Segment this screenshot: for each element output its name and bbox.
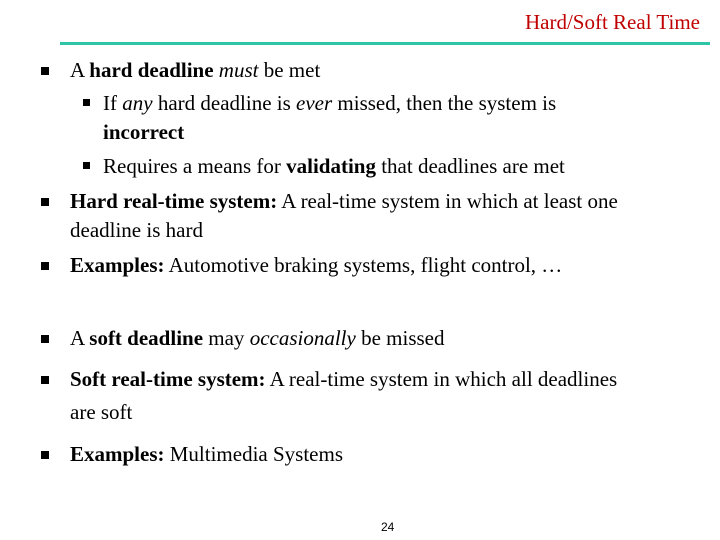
text-post: be met: [258, 58, 321, 82]
bullet-marker: [41, 198, 49, 206]
text-bold: Examples:: [70, 442, 165, 466]
text-line2: deadline is hard: [70, 218, 203, 242]
text-post: missed, then the system is: [332, 91, 557, 115]
bullet-hard-deadline: [70, 58, 320, 82]
bullet-soft-rt-system-line2: [70, 400, 132, 424]
title-underline: [60, 42, 710, 45]
text-italic: any: [122, 91, 153, 115]
text-mid: may: [203, 326, 250, 350]
text-pre: If: [103, 91, 123, 115]
page-number: 24: [381, 520, 395, 534]
text-bold: soft deadline: [89, 326, 204, 350]
text-mid: hard deadline is: [152, 91, 297, 115]
text-post: Automotive braking systems, flight control, …: [164, 253, 563, 277]
text-pre: A: [70, 58, 90, 82]
sub-bullet-marker: [83, 162, 90, 169]
text-bold: incorrect: [103, 120, 185, 144]
text-italic: must: [218, 58, 259, 82]
text-pre: Requires a means for: [103, 154, 287, 178]
sub-bullet-validating: [103, 154, 565, 178]
bullet-hard-examples: [70, 253, 562, 277]
sub-bullet-missed: [103, 91, 556, 115]
bullet-soft-examples: [70, 442, 343, 466]
text-bold: validating: [286, 154, 376, 178]
text-bold: Soft real-time system:: [70, 367, 266, 391]
bullet-marker: [41, 376, 49, 384]
text-italic: ever: [296, 91, 333, 115]
text-post: A real-time system in which all deadlines: [265, 367, 618, 391]
sub-bullet-marker: [83, 99, 90, 106]
bullet-hard-rt-system-line2: [70, 218, 203, 242]
text-post: be missed: [355, 326, 445, 350]
text-italic: occasionally: [249, 326, 356, 350]
text-post: that deadlines are met: [375, 154, 565, 178]
text-post: Multimedia Systems: [164, 442, 343, 466]
bullet-hard-rt-system: [70, 189, 618, 213]
text-line2: are soft: [70, 400, 133, 424]
text-bold: Examples:: [70, 253, 165, 277]
text-post: A real-time system in which at least one: [277, 189, 618, 213]
bullet-soft-deadline: [70, 326, 444, 350]
sub-bullet-missed-line2: [103, 120, 184, 144]
text-pre: A: [70, 326, 90, 350]
text-bold: hard deadline: [89, 58, 214, 82]
bullet-marker: [41, 67, 49, 75]
bullet-soft-rt-system: [70, 367, 617, 391]
bullet-marker: [41, 335, 49, 343]
slide-title: Hard/Soft Real Time: [524, 10, 700, 34]
bullet-marker: [41, 451, 49, 459]
bullet-marker: [41, 262, 49, 270]
text-bold: Hard real-time system:: [70, 189, 278, 213]
